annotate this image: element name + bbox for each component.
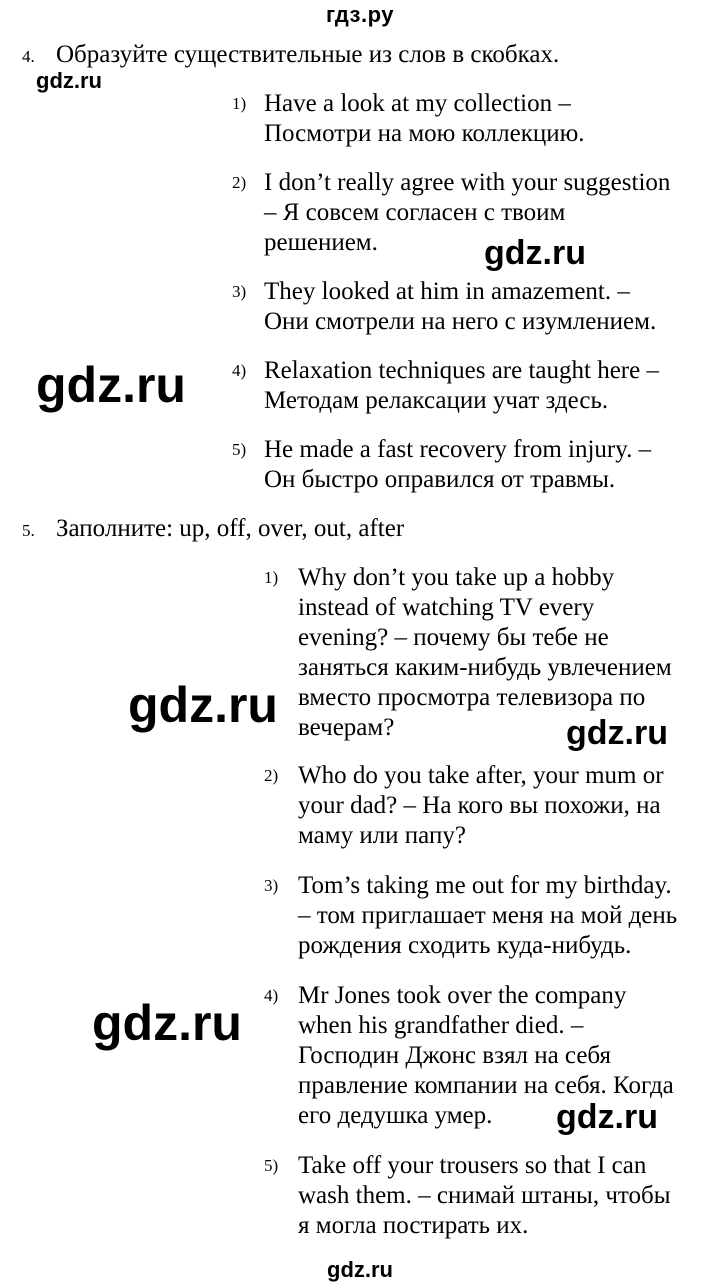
item-line: evening? – почему бы тебе не	[298, 624, 609, 651]
item-line: Они смотрели на него с изумлением.	[264, 308, 657, 335]
item-number: 1)	[232, 94, 247, 113]
item-line: Методам релаксации учат здесь.	[264, 387, 609, 414]
item-number: 5)	[232, 440, 247, 459]
item-line: He made a fast recovery from injury. –	[264, 436, 652, 463]
task-4-item-1	[232, 89, 585, 149]
item-line: – том приглашает меня на мой день	[298, 902, 678, 929]
item-line: I don’t really agree with your suggestion	[264, 169, 671, 196]
item-line: Who do you take after, your mum or	[298, 762, 664, 789]
item-line: вместо просмотра телевизора по	[298, 684, 646, 711]
item-line: instead of watching TV every	[298, 594, 595, 621]
task-4-heading	[22, 40, 559, 72]
item-line: Why don’t you take up a hobby	[298, 564, 615, 591]
watermark: gdz.ru	[128, 677, 278, 733]
item-line: рождения сходить куда-нибудь.	[298, 932, 632, 959]
task-5-item-2	[264, 761, 664, 851]
item-number: 2)	[232, 173, 247, 192]
task-number: 4.	[22, 47, 35, 66]
item-line: вечерам?	[298, 714, 395, 741]
watermark: gdz.ru	[92, 995, 242, 1051]
item-line: заняться каким-нибудь увлечением	[298, 654, 672, 681]
item-number: 3)	[264, 876, 279, 895]
item-line: решением.	[264, 229, 378, 256]
item-line: я могла постирать их.	[298, 1212, 529, 1239]
task-5-heading	[22, 514, 404, 546]
item-line: его дедушка умер.	[298, 1102, 493, 1129]
page-header: гдз.ру	[326, 2, 394, 27]
task-number: 5.	[22, 521, 35, 540]
watermark: gdz.ru	[36, 68, 102, 93]
page-footer: gdz.ru	[327, 1257, 393, 1282]
item-line: when his grandfather died. –	[298, 1012, 584, 1039]
task-4-item-5	[232, 435, 652, 495]
item-line: Take off your trousers so that I can	[298, 1152, 647, 1179]
task-4-item-3	[232, 277, 657, 337]
watermark: gdz.ru	[566, 714, 668, 752]
item-line: Он быстро оправился от травмы.	[264, 466, 616, 493]
item-line: Господин Джонс взял на себя	[298, 1042, 612, 1069]
watermark: gdz.ru	[484, 234, 586, 272]
item-line: маму или папу?	[298, 822, 466, 849]
item-line: правление компании на себя. Когда	[298, 1072, 674, 1099]
task-4-item-2	[232, 168, 671, 258]
item-number: 5)	[264, 1156, 279, 1175]
item-number: 1)	[264, 568, 279, 587]
item-line: Have a look at my collection –	[264, 90, 571, 117]
item-number: 2)	[264, 766, 279, 785]
item-line: Посмотри на мою коллекцию.	[264, 120, 585, 147]
item-line: your dad? – На кого вы похожи, на	[298, 792, 661, 819]
item-line: – Я совсем согласен с твоим	[264, 199, 566, 226]
item-number: 3)	[232, 282, 247, 301]
task-title: Образуйте существительные из слов в скобках.	[56, 41, 560, 68]
task-4-item-4	[232, 356, 659, 416]
item-line: Tom’s taking me out for my birthday.	[298, 872, 672, 899]
item-number: 4)	[264, 986, 279, 1005]
item-number: 4)	[232, 361, 247, 380]
item-line: Mr Jones took over the company	[298, 982, 627, 1009]
task-5-item-5	[264, 1151, 671, 1241]
item-line: Relaxation techniques are taught here –	[264, 357, 659, 384]
item-line: They looked at him in amazement. –	[264, 278, 630, 305]
watermark: gdz.ru	[556, 1098, 658, 1136]
item-line: wash them. – снимай штаны, чтобы	[298, 1182, 671, 1209]
task-title: Заполните: up, off, over, out, after	[56, 515, 405, 542]
task-5-item-3	[264, 871, 678, 961]
watermark: gdz.ru	[36, 357, 186, 413]
